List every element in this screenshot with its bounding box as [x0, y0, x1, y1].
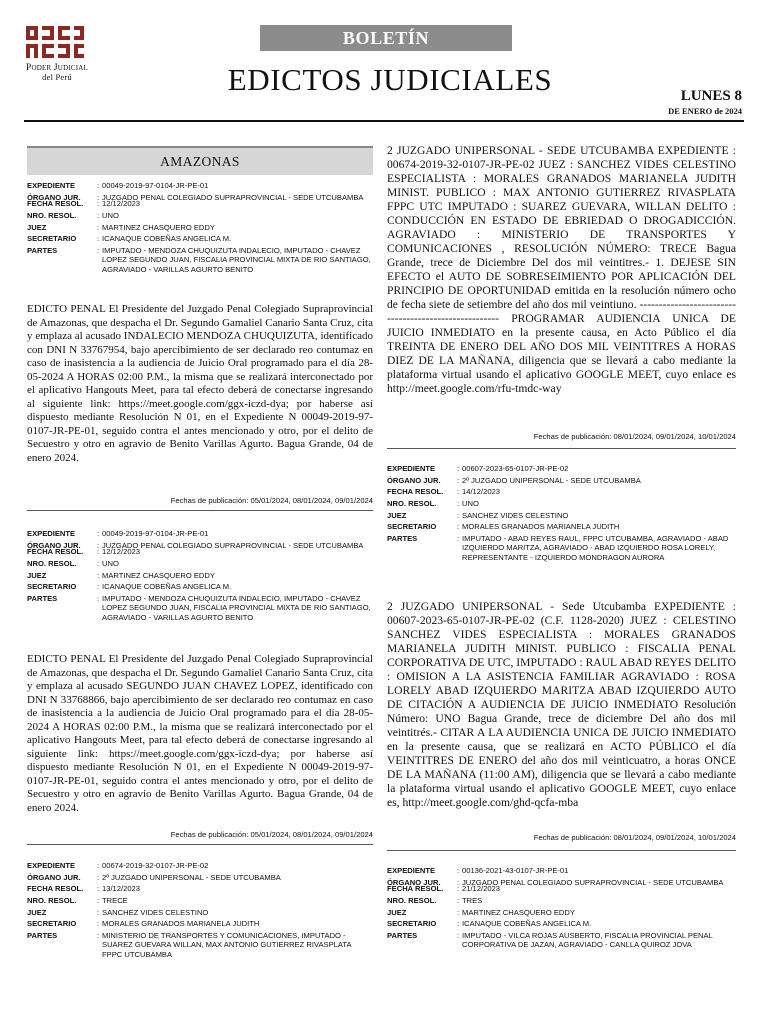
entry-meta: EXPEDIENTE : 00049-2019-97-0104-JR-PE-01 ÓRGANO JUR. : JUZGADO PENAL COLEGIADO SUPRAPROVINCIAL - SEDE UTCUBAMBA FECHA RESOL. : 12/12/2023 NRO. RESOL. : UNO JUEZ : MARTINEZ CHASQUERO EDDY SECRETARIO : ICANAQUE COBEÑAS ANGELICA M. PARTES : IMPUTADO - MENDOZA CHUQUIZUTA INDALECIO, IMPUTADO - CHAVEZ LOPEZ SEGUNDO JUAN, FISCALIA PROVINCIAL MIXTA DE RIO SANTIAGO, AGRAVIADO - VARILLAS AGURTO BENITO — [27, 181, 373, 276]
nro-value: TRES — [462, 896, 483, 906]
expediente-value: 00674-2019-32-0107-JR-PE-02 — [102, 861, 209, 870]
issue-day: LUNES 8 — [680, 88, 742, 104]
juez-value: MARTINEZ CHASQUERO EDDY — [102, 222, 215, 232]
expediente-value: 00607-2023-65-0107-JR-PE-02 — [462, 464, 569, 473]
partes-value: IMPUTADO - MENDOZA CHUQUIZUTA INDALECIO, IMPUTADO - CHAVEZ LOPEZ SEGUNDO JUAN, FISCALIA PROVINCIAL MIXTA DE RIO SANTIAGO, AGRAVIADO - VARILLAS AGURTO BENITO — [102, 245, 371, 274]
entry-meta: EXPEDIENTE : 00049-2019-97-0104-JR-PE-01 ÓRGANO JUR. : JUZGADO PENAL COLEGIADO SUPRAPROVINCIAL - SEDE UTCUBAMBA FECHA RESOL. : 12/12/2023 NRO. RESOL. : UNO JUEZ : MARTINEZ CHASQUERO EDDY SECRETARIO : ICANAQUE COBEÑAS ANGELICA M. PARTES : IMPUTADO - MENDOZA CHUQUIZUTA INDALECIO, IMPUTADO - CHAVEZ LOPEZ SEGUNDO JUAN, FISCALIA PROVINCIAL MIXTA DE RIO SANTIAGO, AGRAVIADO - VARILLAS AGURTO BENITO — [27, 529, 373, 624]
entry-divider — [387, 448, 736, 449]
page-title: EDICTOS JUDICIALES — [227, 62, 553, 97]
org-name: Poder Judicial — [26, 63, 88, 73]
edicto-text: EDICTO PENAL El Presidente del Juzgado Penal Colegiado Supraprovincial de Amazonas, que despacha el Dr. Segundo Gamaliel Canario Santa Cruz, cita y emplaza al acusado INDALECIO MENDOZA CHUQUIZUTA, identificado con DNI N 33767954, bajo apercibimiento de ser declarado reo contumaz en caso de inasistencia a la audiencia de Juicio Oral programado para el día 28-05-2024 A HORAS 02:00 P.M., la misma que se realizará interconectado por el aplicativo Hangouts Meet, para tal efecto deberá de conectarse ingresando al siguiente link: https://meet.google.com/ggx-iczd-dya; por haberse así dispuesto mediante Resolución N 01, en el Expediente N 00049-2019-97-0107-JR-PE-01, seguido contra el antes mencionado y otro, por el delito de Secuestro y otro en agravio de Benito Varillas Agurto. Bagua Grande, 04 de enero 2024. — [27, 303, 373, 464]
poder-judicial-logo-icon — [24, 24, 86, 60]
organo-value: 2º JUZGADO UNIPERSONAL - SEDE UTCUBAMBA — [102, 872, 281, 882]
expediente-value: 00136-2021-43-0107-JR-PE-01 — [462, 866, 569, 875]
nro-value: UNO — [102, 559, 119, 569]
secretario-value: ICANAQUE COBEÑAS ANGELICA M. — [102, 582, 232, 592]
nro-value: UNO — [102, 211, 119, 221]
juez-value: MARTINEZ CHASQUERO EDDY — [102, 570, 215, 580]
edicto-text: 2 JUZGADO UNIPERSONAL - Sede Utcubamba EXPEDIENTE : 00607-2023-65-0107-JR-PE-02 (C.F. 1128-2020) JUEZ : CELESTINO SANCHEZ VIDES ESPECIALISTA : MORALES GRANADOS MARIANELA JUDITH MINIST. PUBLICO : FISCALIA PENAL CORPORATIVA DE UTC, IMPUTADO : RAUL ABAD REYES DELITO : OMISION A LA ASISTENCIA FAMILIAR AGRAVIADO : ROSA LORELY ABAD IZQUIERDO MARITZA ABAD IZQUIERDO AUTO DE CITACIÓN A AUDIENCIA DE JUICIO INMEDIATO Resolución Número: UNO Bagua Grande, trece de diciembre Del año dos mil veintitrés.- CITAR A LA AUDIENCIA UNICA DE JUICIO INMEDIATO en la presente causa, que se realizará en ACTO PÚBLICO el día VEINTITRES DE ENERO del año dos mil veinticuatro, a horas ONCE DE LA MAÑANA (11:00 AM), diligencia que se llevará a cabo mediante la plataforma virtual usando el aplicativo GOOGLE MEET, cuyo enlace es, http://meet.google.com/ghd-qcfa-mba — [387, 600, 736, 809]
fecha-value: 12/12/2023 — [102, 199, 141, 208]
partes-value: IMPUTADO - VILCA ROJAS AUSBERTO, FISCALIA PROVINCIAL PENAL CORPORATIVA DE JAZAN, AGRAVIADO - CANLLA QUIROZ JOVA — [462, 930, 713, 950]
nro-value: UNO — [462, 499, 479, 509]
organo-value: JUZGADO PENAL COLEGIADO SUPRAPROVINCIAL - SEDE UTCUBAMBA — [462, 877, 724, 887]
organo-value: JUZGADO PENAL COLEGIADO SUPRAPROVINCIAL - SEDE UTCUBAMBA — [102, 540, 364, 550]
continued-edicto-text: 2 JUZGADO UNIPERSONAL - SEDE UTCUBAMBA EXPEDIENTE : 00674-2019-32-0107-JR-PE-02 JUEZ : SANCHEZ VIDES CELESTINO ESPECIALISTA : MORALES GRANADOS MARIANELA JUDITH MINIST. PUBLICO : MAX ANTONIO GUTIERREZ RIVASPLATA FPPC UTC IMPUTADO : SUAREZ GUEVARA, WILLAN DELITO : CONDUCCIÓN EN ESTADO DE EBRIEDAD O DROGADICCIÓN. AGRAVIADO : MINISTERIO DE TRANSPORTES Y COMUNICACIONES , RESOLUCIÓN NÚMERO: TRECE Bagua Grande, trece de Diciembre Del dos mil veintitres.- 1. DEJESE SIN EFECTO el AUTO DE SOBRESEIMIENTO POR APLICACIÓN DEL PRINCIPIO DE OPORTUNIDAD emitida en la resolución número ocho de fecha siete de setiembre del año dos mil veintiuno. ------------------------------------------------------ PROGRAMAR AUDIENCIA UNICA DE JUICIO INMEDIATO en la presente causa, en Acto Público el día TREINTA DE ENERO DEL AÑO DOS MIL VEINTITRES A HORAS DIEZ DE LA MAÑANA, diligencia que se llevará a cabo mediante la plataforma virtual usando el aplicativo GOOGLE MEET, cuyo enlace es http://meet.google.com/rfu-tmdc-way — [387, 144, 736, 395]
section-header-amazonas: AMAZONAS — [27, 146, 373, 175]
issue-date: DE ENERO de 2024 — [668, 106, 742, 116]
edicto-text: EDICTO PENAL El Presidente del Juzgado Penal Colegiado Supraprovincial de Amazonas, que despacha el Dr. Segundo Gamaliel Canario Santa Cruz, cita y emplaza al acusado SEGUNDO JUAN CHAVEZ LOPEZ, identificado con DNI N 33768866, bajo apercibimiento de ser declarado reo contumaz en caso de inasistencia a la audiencia de Juicio Oral programado para el día 28-05-2024 A HORAS 02:00 P.M., la misma que se realizará interconectado por el aplicativo Hangouts Meet, para tal efecto deberá de conectarse ingresando al siguiente link: https://meet.google.com/ggx-iczd-dya; por haberse así dispuesto mediante Resolución N 01, en el Expediente N 00049-2019-97-0107-JR-PE-01, seguido contra el antes mencionado y otro, por el delito de Secuestro y otro en agravio de Benito Varillas Agurto. Bagua Grande, 04 de enero 2024. — [27, 653, 373, 814]
entry-divider — [387, 850, 736, 851]
juez-value: MARTINEZ CHASQUERO EDDY — [462, 907, 575, 917]
entry-divider — [27, 510, 373, 511]
secretario-value: ICANAQUE COBEÑAS ANGELICA M. — [462, 919, 592, 929]
partes-value: IMPUTADO - MENDOZA CHUQUIZUTA INDALECIO, IMPUTADO - CHAVEZ LOPEZ SEGUNDO JUAN, FISCALIA PROVINCIAL MIXTA DE RIO SANTIAGO, AGRAVIADO - VARILLAS AGURTO BENITO — [102, 593, 371, 622]
organo-value: 2º JUZGADO UNIPERSONAL - SEDE UTCUBAMBA — [462, 475, 641, 485]
entry-meta: EXPEDIENTE : 00136-2021-43-0107-JR-PE-01 ÓRGANO JUR. : JUZGADO PENAL COLEGIADO SUPRAPROVINCIAL - SEDE UTCUBAMBA FECHA RESOL. : 21/12/2023 NRO. RESOL. : TRES JUEZ : MARTINEZ CHASQUERO EDDY SECRETARIO : ICANAQUE COBEÑAS ANGELICA M. PARTES : IMPUTADO - VILCA ROJAS AUSBERTO, FISCALIA PROVINCIAL PENAL CORPORATIVA DE JAZAN, AGRAVIADO - CANLLA QUIROZ JOVA — [387, 866, 736, 952]
juez-value: SANCHEZ VIDES CELESTINO — [462, 510, 569, 520]
secretario-value: ICANAQUE COBEÑAS ANGELICA M. — [102, 234, 232, 244]
org-country: del Perú — [42, 72, 72, 82]
fecha-value: 12/12/2023 — [102, 547, 141, 556]
organo-value: JUZGADO PENAL COLEGIADO SUPRAPROVINCIAL - SEDE UTCUBAMBA — [102, 192, 364, 202]
header-divider — [24, 120, 744, 122]
partes-value: IMPUTADO - ABAD REYES RAUL, FPPC UTCUBAMBA, AGRAVIADO - ABAD IZQUIERDO MARITZA, AGRAVIADO - ABAD IZQUIERDO ROSA LORELY, REPRESENTANTE - IZQUIERDO MONDRAGON AURORA — [462, 533, 729, 562]
partes-value: MINISTERIO DE TRANSPORTES Y COMUNICACIONES, IMPUTADO - SUAREZ GUEVARA WILLAN, MAX ANTONIO GUTIERREZ RIVASPLATA FPPC UTCUBAMBA — [102, 930, 352, 959]
boletin-banner: BOLETÍN — [260, 25, 512, 51]
publication-dates: Fechas de publicación: 08/01/2024, 09/01/2024, 10/01/2024 — [533, 432, 736, 441]
publication-dates: Fechas de publicación: 05/01/2024, 08/01/2024, 09/01/2024 — [170, 830, 373, 839]
entry-meta: EXPEDIENTE : 00674-2019-32-0107-JR-PE-02 ÓRGANO JUR. : 2º JUZGADO UNIPERSONAL - SEDE UTCUBAMBA FECHA RESOL. : 13/12/2023 NRO. RESOL. : TRECE JUEZ : SANCHEZ VIDES CELESTINO SECRETARIO : MORALES GRANADOS MARIANELA JUDITH PARTES : MINISTERIO DE TRANSPORTES Y COMUNICACIONES, IMPUTADO - SUAREZ GUEVARA WILLAN, MAX ANTONIO GUTIERREZ RIVASPLATA FPPC UTCUBAMBA — [27, 861, 373, 961]
secretario-value: MORALES GRANADOS MARIANELA JUDITH — [462, 522, 620, 532]
nro-value: TRECE — [102, 896, 128, 906]
entry-divider — [27, 844, 373, 845]
fecha-value: 13/12/2023 — [102, 884, 141, 893]
publication-dates: Fechas de publicación: 05/01/2024, 08/01/2024, 09/01/2024 — [170, 496, 373, 505]
fecha-value: 14/12/2023 — [462, 487, 501, 496]
logo-text — [14, 64, 100, 82]
entry-meta: EXPEDIENTE : 00607-2023-65-0107-JR-PE-02 ÓRGANO JUR. : 2º JUZGADO UNIPERSONAL - SEDE UTCUBAMBA FECHA RESOL. : 14/12/2023 NRO. RESOL. : UNO JUEZ : SANCHEZ VIDES CELESTINO SECRETARIO : MORALES GRANADOS MARIANELA JUDITH PARTES : IMPUTADO - ABAD REYES RAUL, FPPC UTCUBAMBA, AGRAVIADO - ABAD IZQUIERDO MARITZA, AGRAVIADO - ABAD IZQUIERDO ROSA LORELY, REPRESENTANTE - IZQUIERDO MONDRAGON AURORA — [387, 464, 736, 564]
fecha-value: 21/12/2023 — [462, 884, 501, 893]
expediente-value: 00049-2019-97-0104-JR-PE-01 — [102, 181, 209, 190]
juez-value: SANCHEZ VIDES CELESTINO — [102, 907, 209, 917]
expediente-value: 00049-2019-97-0104-JR-PE-01 — [102, 529, 209, 538]
secretario-value: MORALES GRANADOS MARIANELA JUDITH — [102, 919, 260, 929]
publication-dates: Fechas de publicación: 08/01/2024, 09/01/2024, 10/01/2024 — [533, 833, 736, 842]
